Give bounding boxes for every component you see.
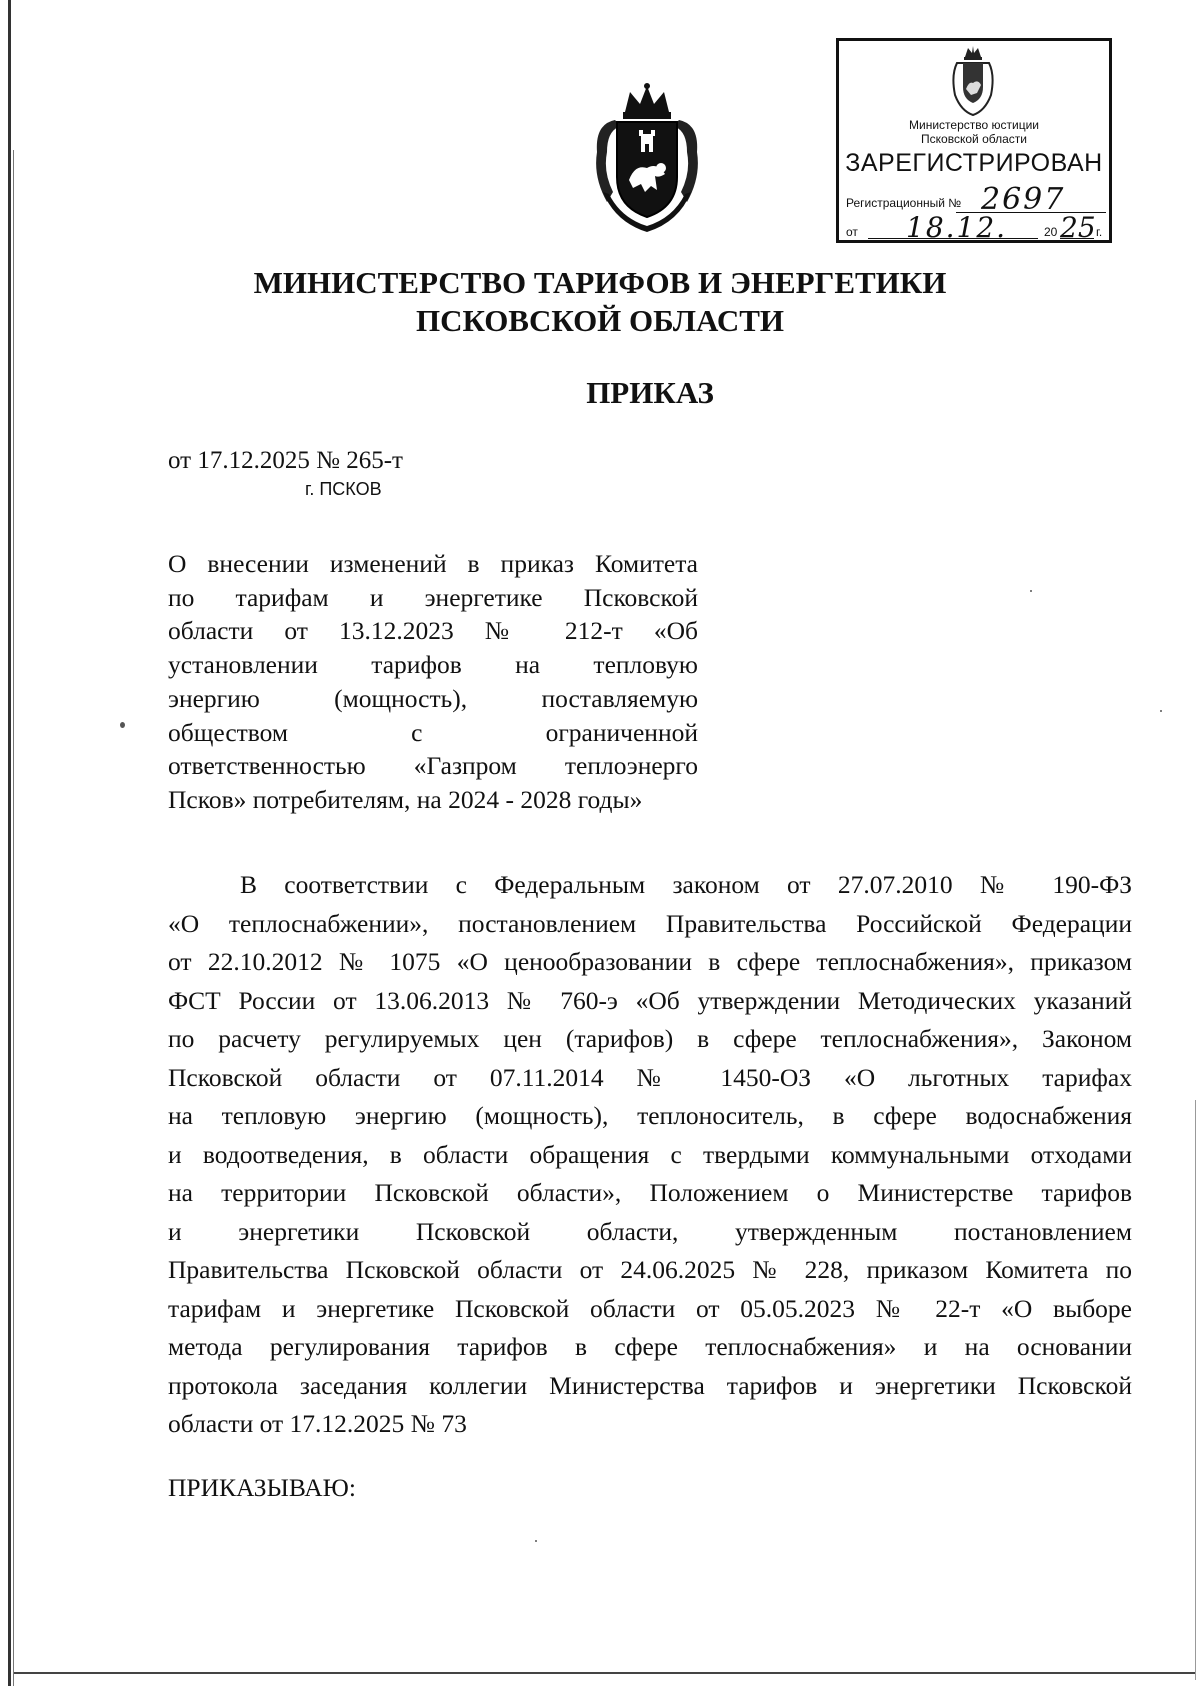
coat-of-arms-icon — [585, 82, 710, 237]
stamp-date-prefix: от — [846, 225, 858, 239]
document-type: ПРИКАЗ — [586, 375, 714, 410]
body-line: метода регулирования тарифов в сфере теплоснабжения» и на основании — [168, 1332, 1132, 1361]
body-line: Псковской области от 07.11.2014 № 1450-ОЗ «О льготных тарифах — [168, 1062, 1132, 1092]
stamp-year: 25 — [1060, 211, 1096, 244]
scan-speck — [120, 722, 125, 728]
order-word: ПРИКАЗЫВАЮ: — [168, 1473, 356, 1502]
body-line: и водоотведения, в области обращения с твердыми коммунальными отходами — [168, 1139, 1132, 1169]
registration-stamp — [836, 38, 1112, 243]
body-line: тарифам и энергетике Псковской области от 05.05.2023 № 22-т «О выборе — [168, 1293, 1132, 1323]
body-line: ФСТ России от 13.06.2013 № 760-э «Об утверждении Методических указаний — [168, 985, 1132, 1015]
stamp-coat-of-arms-icon — [951, 45, 995, 117]
stamp-reg-number: 2697 — [981, 182, 1066, 217]
document-body — [168, 866, 1132, 1444]
scan-speck — [535, 1540, 537, 1542]
subject-line: обществом с ограниченной — [168, 717, 698, 747]
scan-edge-right — [1195, 1100, 1196, 1680]
subject-line: установлении тарифов на тепловую — [168, 650, 698, 680]
body-line: Правительства Псковской области от 24.06.2025 № 228, приказом Комитета по — [168, 1255, 1132, 1284]
stamp-ministry: Министерство юстиции — [909, 118, 1039, 132]
body-line: на тепловую энергию (мощность), теплоноситель, в сфере водоснабжения — [168, 1101, 1132, 1130]
document-subject — [168, 547, 698, 817]
ministry-title-line1: МИНИСТЕРСТВО ТАРИФОВ И ЭНЕРГЕТИКИ — [253, 265, 947, 300]
stamp-reg-label: Регистрационный № — [846, 196, 962, 210]
body-line: «О теплоснабжении», постановлением Правительства Российской Федерации — [168, 908, 1132, 938]
body-line: В соответствии с Федеральным законом от 27.07.2010 № 190-ФЗ — [240, 870, 1132, 899]
body-line: и энергетики Псковской области, утвержденным постановлением — [168, 1216, 1132, 1246]
body-line: по расчету регулируемых цен (тарифов) в сфере теплоснабжения», Законом — [168, 1024, 1132, 1053]
ministry-title-line2: ПСКОВСКОЙ ОБЛАСТИ — [415, 303, 785, 338]
body-line: от 22.10.2012 № 1075 «О ценообразовании в сфере теплоснабжения», приказом — [168, 947, 1132, 976]
body-line: области от 17.12.2025 № 73 — [168, 1409, 467, 1438]
stamp-status: ЗАРЕГИСТРИРОВАН — [845, 149, 1103, 177]
stamp-region: Псковской области — [921, 132, 1027, 146]
subject-line: Псков» потребителям, на 2024 - 2028 годы» — [168, 784, 643, 814]
stamp-date-line — [846, 211, 1108, 244]
stamp-year-prefix: 20 — [1044, 225, 1058, 239]
document-city: г. ПСКОВ — [305, 479, 382, 499]
subject-line: ответственностью «Газпром теплоэнерго — [168, 751, 698, 781]
scan-speck — [1160, 710, 1162, 712]
scan-speck — [1030, 590, 1032, 592]
scan-edge-left — [8, 0, 11, 1686]
stamp-date: 18.12. — [906, 211, 1008, 244]
subject-line: области от 13.12.2023 № 212-т «Об — [168, 616, 698, 646]
subject-line: энергию (мощность), поставляемую — [168, 683, 698, 713]
subject-line: О внесении изменений в приказ Комитета — [168, 549, 698, 578]
document-date-number: от 17.12.2025 № 265-т — [168, 447, 403, 474]
subject-line: по тарифам и энергетике Псковской — [168, 582, 698, 612]
body-line: протокола заседания коллегии Министерства тарифов и энергетики Псковской — [168, 1370, 1132, 1400]
scan-edge-bottom — [14, 1672, 1196, 1674]
body-line: на территории Псковской области», Положением о Министерстве тарифов — [168, 1178, 1132, 1207]
ministry-title — [0, 264, 1200, 340]
stamp-year-suffix: г. — [1096, 225, 1103, 239]
